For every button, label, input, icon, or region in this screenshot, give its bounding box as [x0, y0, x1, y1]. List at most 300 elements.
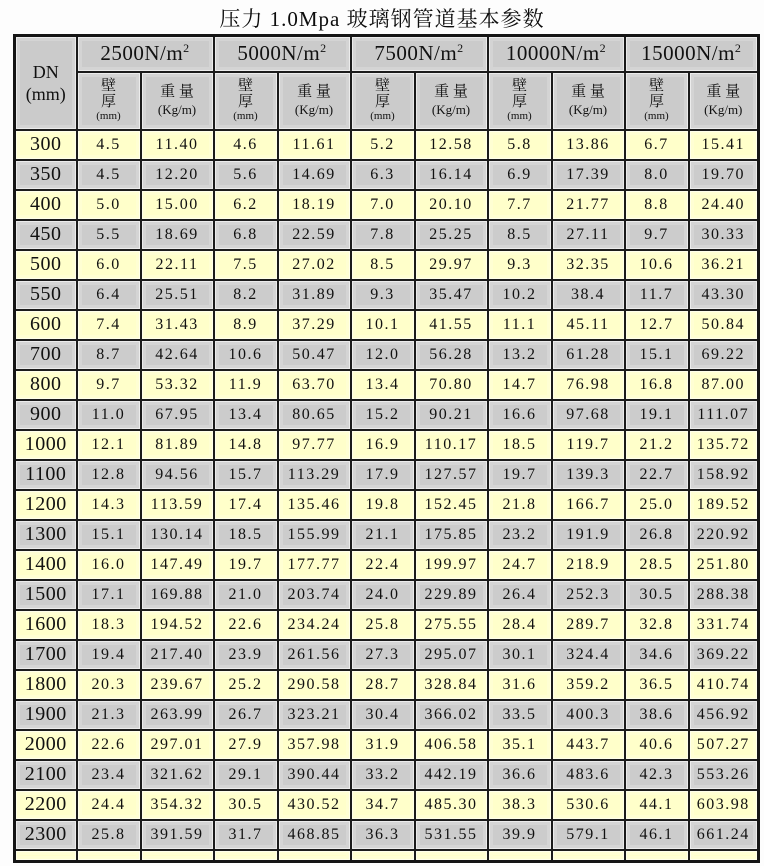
thickness-label-line2: 厚 — [648, 94, 664, 110]
weight-cell-10000: 139.3 — [552, 460, 625, 490]
load-group-header-row — [15, 36, 759, 72]
weight-label: 重 量 — [434, 83, 468, 100]
weight-cell-2500: 354.32 — [141, 790, 214, 820]
weight-cell-2500: 12.20 — [141, 160, 214, 190]
thickness-unit: (mm) — [96, 110, 121, 122]
weight-label: 重 量 — [297, 83, 331, 100]
thickness-cell-5000: 25.2 — [214, 670, 278, 700]
weight-cell-2500: 31.43 — [141, 310, 214, 340]
weight-label: 重 量 — [706, 83, 741, 100]
thickness-cell-10000: 18.5 — [488, 430, 552, 460]
weight-cell-5000: 27.02 — [278, 250, 351, 280]
thickness-cell-15000: 28.5 — [625, 550, 689, 580]
thickness-cell-5000: 26.7 — [214, 700, 278, 730]
weight-cell-10000: 17.39 — [552, 160, 625, 190]
weight-cell-2500: 297.01 — [141, 730, 214, 760]
weight-cell-15000: 220.92 — [689, 520, 759, 550]
table-header — [15, 36, 759, 130]
thickness-cell-7500 — [351, 850, 415, 862]
table-row — [15, 610, 759, 640]
thickness-label-line1: 壁 — [374, 78, 390, 94]
weight-header — [552, 72, 625, 130]
thickness-label-line2: 厚 — [100, 94, 116, 110]
thickness-cell-2500: 15.1 — [77, 520, 141, 550]
weight-cell-7500: 366.02 — [415, 700, 488, 730]
weight-cell-7500: 229.89 — [415, 580, 488, 610]
pipe-parameters-table — [13, 34, 760, 863]
weight-cell-5000 — [278, 850, 351, 862]
dn-cell: 2300 — [15, 820, 77, 850]
load-group-header-7500 — [351, 36, 488, 72]
thickness-cell-10000: 7.7 — [488, 190, 552, 220]
weight-cell-10000: 443.7 — [552, 730, 625, 760]
weight-header — [689, 72, 759, 130]
thickness-cell-7500: 13.4 — [351, 370, 415, 400]
thickness-cell-5000: 8.2 — [214, 280, 278, 310]
weight-cell-7500: 35.47 — [415, 280, 488, 310]
weight-cell-5000: 50.47 — [278, 340, 351, 370]
thickness-cell-7500: 36.3 — [351, 820, 415, 850]
dn-cell: 1200 — [15, 490, 77, 520]
weight-cell-7500: 29.97 — [415, 250, 488, 280]
weight-cell-5000: 31.89 — [278, 280, 351, 310]
group-superscript: 2 — [734, 41, 742, 56]
thickness-cell-15000: 8.0 — [625, 160, 689, 190]
thickness-cell-5000: 21.0 — [214, 580, 278, 610]
weight-cell-7500: 406.58 — [415, 730, 488, 760]
thickness-cell-7500: 21.1 — [351, 520, 415, 550]
thickness-cell-7500: 24.0 — [351, 580, 415, 610]
table-row — [15, 670, 759, 700]
table-row — [15, 280, 759, 310]
thickness-cell-7500: 5.2 — [351, 130, 415, 160]
weight-cell-7500: 275.55 — [415, 610, 488, 640]
thickness-cell-15000: 30.5 — [625, 580, 689, 610]
thickness-unit: (mm) — [233, 110, 258, 122]
load-group-header-10000 — [488, 36, 625, 72]
thickness-header — [214, 72, 278, 130]
weight-cell-7500: 20.10 — [415, 190, 488, 220]
weight-cell-10000: 400.3 — [552, 700, 625, 730]
weight-cell-15000: 410.74 — [689, 670, 759, 700]
thickness-cell-10000: 36.6 — [488, 760, 552, 790]
weight-cell-7500: 152.45 — [415, 490, 488, 520]
table-row — [15, 190, 759, 220]
thickness-cell-2500: 5.5 — [77, 220, 141, 250]
group-label: 15000N/m — [641, 41, 735, 66]
weight-cell-10000: 119.7 — [552, 430, 625, 460]
dn-column-header — [15, 36, 77, 130]
thickness-cell-2500: 4.5 — [77, 130, 141, 160]
thickness-cell-10000: 16.6 — [488, 400, 552, 430]
thickness-cell-7500: 12.0 — [351, 340, 415, 370]
thickness-cell-7500: 30.4 — [351, 700, 415, 730]
thickness-cell-7500: 7.0 — [351, 190, 415, 220]
weight-cell-5000: 63.70 — [278, 370, 351, 400]
thickness-cell-15000: 21.2 — [625, 430, 689, 460]
thickness-cell-15000: 9.7 — [625, 220, 689, 250]
dn-cell: 1100 — [15, 460, 77, 490]
weight-cell-10000: 32.35 — [552, 250, 625, 280]
weight-cell-5000: 234.24 — [278, 610, 351, 640]
weight-unit: (Kg/m) — [157, 101, 197, 117]
thickness-label-line1: 壁 — [648, 78, 664, 94]
weight-cell-5000: 323.21 — [278, 700, 351, 730]
thickness-cell-15000: 32.8 — [625, 610, 689, 640]
weight-cell-15000 — [689, 850, 759, 862]
weight-cell-7500: 442.19 — [415, 760, 488, 790]
thickness-cell-5000: 4.6 — [214, 130, 278, 160]
weight-cell-2500: 130.14 — [141, 520, 214, 550]
thickness-cell-7500: 27.3 — [351, 640, 415, 670]
thickness-cell-15000: 6.7 — [625, 130, 689, 160]
table-row — [15, 370, 759, 400]
table-row — [15, 760, 759, 790]
thickness-label-line1: 壁 — [100, 78, 116, 94]
weight-cell-2500: 263.99 — [141, 700, 214, 730]
weight-unit: (Kg/m) — [431, 101, 471, 117]
thickness-cell-2500: 14.3 — [77, 490, 141, 520]
thickness-cell-5000: 22.6 — [214, 610, 278, 640]
dn-unit-label: (mm) — [25, 83, 66, 104]
thickness-cell-5000: 13.4 — [214, 400, 278, 430]
table-row — [15, 160, 759, 190]
weight-cell-7500: 175.85 — [415, 520, 488, 550]
weight-cell-7500 — [415, 850, 488, 862]
weight-cell-15000: 251.80 — [689, 550, 759, 580]
clipped-bottom-row — [15, 850, 759, 862]
dn-cell: 2000 — [15, 730, 77, 760]
dn-cell: 700 — [15, 340, 77, 370]
thickness-cell-7500: 6.3 — [351, 160, 415, 190]
weight-cell-10000: 61.28 — [552, 340, 625, 370]
thickness-cell-15000: 36.5 — [625, 670, 689, 700]
thickness-cell-5000: 14.8 — [214, 430, 278, 460]
thickness-cell-7500: 9.3 — [351, 280, 415, 310]
thickness-cell-15000: 11.7 — [625, 280, 689, 310]
dn-cell: 1400 — [15, 550, 77, 580]
sub-header-row — [15, 72, 759, 130]
thickness-cell-10000: 9.3 — [488, 250, 552, 280]
thickness-cell-15000: 40.6 — [625, 730, 689, 760]
weight-cell-10000: 97.68 — [552, 400, 625, 430]
weight-cell-5000: 155.99 — [278, 520, 351, 550]
thickness-cell-5000: 5.6 — [214, 160, 278, 190]
thickness-cell-7500: 16.9 — [351, 430, 415, 460]
weight-cell-5000: 177.77 — [278, 550, 351, 580]
thickness-cell-15000: 12.7 — [625, 310, 689, 340]
thickness-cell-10000 — [488, 850, 552, 862]
weight-cell-15000: 553.26 — [689, 760, 759, 790]
table-row — [15, 790, 759, 820]
table-row — [15, 580, 759, 610]
group-superscript: 2 — [457, 41, 464, 56]
weight-cell-5000: 135.46 — [278, 490, 351, 520]
group-label: 2500N/m — [100, 41, 184, 66]
dn-cell: 600 — [15, 310, 77, 340]
thickness-cell-7500: 17.9 — [351, 460, 415, 490]
load-group-header-15000 — [625, 36, 759, 72]
thickness-cell-2500: 6.4 — [77, 280, 141, 310]
weight-cell-5000: 290.58 — [278, 670, 351, 700]
thickness-cell-5000: 19.7 — [214, 550, 278, 580]
weight-cell-15000: 603.98 — [689, 790, 759, 820]
weight-cell-5000: 203.74 — [278, 580, 351, 610]
thickness-unit: (mm) — [644, 110, 669, 122]
weight-cell-15000: 19.70 — [689, 160, 759, 190]
weight-cell-15000: 36.21 — [689, 250, 759, 280]
weight-cell-7500: 56.28 — [415, 340, 488, 370]
thickness-header — [77, 72, 141, 130]
thickness-cell-5000: 7.5 — [214, 250, 278, 280]
group-superscript: 2 — [320, 41, 327, 56]
thickness-cell-2500: 16.0 — [77, 550, 141, 580]
weight-cell-2500 — [141, 850, 214, 862]
weight-cell-2500: 217.40 — [141, 640, 214, 670]
thickness-cell-5000: 11.9 — [214, 370, 278, 400]
dn-cell: 350 — [15, 160, 77, 190]
weight-cell-2500: 113.59 — [141, 490, 214, 520]
thickness-cell-10000: 8.5 — [488, 220, 552, 250]
weight-cell-2500: 42.64 — [141, 340, 214, 370]
thickness-cell-5000 — [214, 850, 278, 862]
thickness-cell-7500: 15.2 — [351, 400, 415, 430]
dn-cell: 400 — [15, 190, 77, 220]
thickness-cell-5000: 30.5 — [214, 790, 278, 820]
weight-cell-5000: 261.56 — [278, 640, 351, 670]
weight-cell-10000: 191.9 — [552, 520, 625, 550]
weight-cell-2500: 194.52 — [141, 610, 214, 640]
weight-cell-5000: 22.59 — [278, 220, 351, 250]
thickness-cell-10000: 35.1 — [488, 730, 552, 760]
thickness-cell-15000: 22.7 — [625, 460, 689, 490]
thickness-cell-2500: 20.3 — [77, 670, 141, 700]
weight-cell-2500: 81.89 — [141, 430, 214, 460]
thickness-cell-15000: 38.6 — [625, 700, 689, 730]
thickness-header — [625, 72, 689, 130]
weight-cell-10000: 252.3 — [552, 580, 625, 610]
weight-cell-10000: 359.2 — [552, 670, 625, 700]
thickness-cell-10000: 24.7 — [488, 550, 552, 580]
weight-cell-2500: 169.88 — [141, 580, 214, 610]
thickness-cell-2500: 19.4 — [77, 640, 141, 670]
thickness-cell-15000: 42.3 — [625, 760, 689, 790]
load-group-header-2500 — [77, 36, 214, 72]
weight-cell-15000: 30.33 — [689, 220, 759, 250]
weight-cell-10000: 76.98 — [552, 370, 625, 400]
dn-cell: 1000 — [15, 430, 77, 460]
dn-label: DN — [32, 61, 59, 82]
weight-cell-2500: 15.00 — [141, 190, 214, 220]
table-row — [15, 490, 759, 520]
weight-cell-5000: 357.98 — [278, 730, 351, 760]
weight-cell-5000: 390.44 — [278, 760, 351, 790]
weight-header — [141, 72, 214, 130]
weight-cell-15000: 661.24 — [689, 820, 759, 850]
thickness-header — [488, 72, 552, 130]
thickness-cell-10000: 11.1 — [488, 310, 552, 340]
table-row — [15, 460, 759, 490]
weight-cell-7500: 25.25 — [415, 220, 488, 250]
weight-cell-2500: 239.67 — [141, 670, 214, 700]
weight-cell-5000: 14.69 — [278, 160, 351, 190]
thickness-cell-2500: 12.8 — [77, 460, 141, 490]
thickness-cell-10000: 21.8 — [488, 490, 552, 520]
thickness-cell-5000: 17.4 — [214, 490, 278, 520]
thickness-header — [351, 72, 415, 130]
thickness-cell-2500: 21.3 — [77, 700, 141, 730]
table-body — [15, 130, 759, 850]
weight-cell-10000: 530.6 — [552, 790, 625, 820]
weight-label: 重 量 — [571, 83, 605, 100]
weight-cell-5000: 468.85 — [278, 820, 351, 850]
thickness-cell-7500: 19.8 — [351, 490, 415, 520]
weight-cell-2500: 53.32 — [141, 370, 214, 400]
weight-header — [415, 72, 488, 130]
weight-cell-15000: 456.92 — [689, 700, 759, 730]
thickness-cell-10000: 6.9 — [488, 160, 552, 190]
table-row — [15, 220, 759, 250]
weight-cell-15000: 507.27 — [689, 730, 759, 760]
weight-cell-15000: 87.00 — [689, 370, 759, 400]
dn-cell: 2200 — [15, 790, 77, 820]
thickness-cell-10000: 39.9 — [488, 820, 552, 850]
weight-cell-15000: 15.41 — [689, 130, 759, 160]
weight-cell-2500: 25.51 — [141, 280, 214, 310]
thickness-cell-2500: 12.1 — [77, 430, 141, 460]
thickness-cell-10000: 13.2 — [488, 340, 552, 370]
thickness-cell-15000: 34.6 — [625, 640, 689, 670]
weight-cell-10000: 579.1 — [552, 820, 625, 850]
weight-cell-7500: 12.58 — [415, 130, 488, 160]
thickness-cell-2500: 6.0 — [77, 250, 141, 280]
dn-cell — [15, 850, 77, 862]
thickness-cell-7500: 7.8 — [351, 220, 415, 250]
thickness-cell-7500: 10.1 — [351, 310, 415, 340]
dn-cell: 2100 — [15, 760, 77, 790]
thickness-cell-15000: 19.1 — [625, 400, 689, 430]
thickness-cell-15000: 25.0 — [625, 490, 689, 520]
thickness-cell-7500: 33.2 — [351, 760, 415, 790]
weight-cell-10000: 324.4 — [552, 640, 625, 670]
dn-cell: 1800 — [15, 670, 77, 700]
thickness-cell-7500: 28.7 — [351, 670, 415, 700]
table-row — [15, 430, 759, 460]
weight-cell-2500: 11.40 — [141, 130, 214, 160]
thickness-cell-10000: 10.2 — [488, 280, 552, 310]
thickness-label-line1: 壁 — [237, 78, 253, 94]
thickness-cell-2500: 17.1 — [77, 580, 141, 610]
weight-header — [278, 72, 351, 130]
table-row — [15, 130, 759, 160]
thickness-cell-2500 — [77, 850, 141, 862]
table-row — [15, 550, 759, 580]
thickness-cell-2500: 11.0 — [77, 400, 141, 430]
weight-cell-5000: 18.19 — [278, 190, 351, 220]
weight-cell-7500: 110.17 — [415, 430, 488, 460]
weight-unit: (Kg/m) — [704, 101, 743, 117]
thickness-cell-2500: 9.7 — [77, 370, 141, 400]
weight-cell-2500: 94.56 — [141, 460, 214, 490]
table-row — [15, 400, 759, 430]
dn-cell: 1700 — [15, 640, 77, 670]
weight-cell-15000: 158.92 — [689, 460, 759, 490]
thickness-cell-10000: 5.8 — [488, 130, 552, 160]
thickness-cell-5000: 23.9 — [214, 640, 278, 670]
thickness-cell-15000: 15.1 — [625, 340, 689, 370]
dn-cell: 1300 — [15, 520, 77, 550]
thickness-cell-15000: 46.1 — [625, 820, 689, 850]
weight-cell-5000: 113.29 — [278, 460, 351, 490]
weight-cell-10000: 289.7 — [552, 610, 625, 640]
thickness-cell-2500: 5.0 — [77, 190, 141, 220]
weight-cell-15000: 43.30 — [689, 280, 759, 310]
dn-cell: 300 — [15, 130, 77, 160]
weight-cell-2500: 67.95 — [141, 400, 214, 430]
weight-cell-2500: 321.62 — [141, 760, 214, 790]
thickness-cell-10000: 33.5 — [488, 700, 552, 730]
weight-unit: (Kg/m) — [294, 101, 334, 117]
dn-cell: 550 — [15, 280, 77, 310]
weight-unit: (Kg/m) — [568, 101, 608, 117]
weight-cell-5000: 37.29 — [278, 310, 351, 340]
weight-cell-2500: 22.11 — [141, 250, 214, 280]
weight-cell-7500: 70.80 — [415, 370, 488, 400]
weight-cell-7500: 295.07 — [415, 640, 488, 670]
weight-cell-15000: 24.40 — [689, 190, 759, 220]
thickness-cell-5000: 10.6 — [214, 340, 278, 370]
thickness-cell-5000: 31.7 — [214, 820, 278, 850]
thickness-cell-10000: 14.7 — [488, 370, 552, 400]
weight-cell-7500: 485.30 — [415, 790, 488, 820]
weight-cell-15000: 50.84 — [689, 310, 759, 340]
weight-cell-10000: 218.9 — [552, 550, 625, 580]
weight-cell-15000: 288.38 — [689, 580, 759, 610]
group-label: 5000N/m — [237, 41, 321, 66]
dn-cell: 1600 — [15, 610, 77, 640]
thickness-cell-15000: 26.8 — [625, 520, 689, 550]
table-row — [15, 340, 759, 370]
weight-cell-5000: 97.77 — [278, 430, 351, 460]
group-label: 10000N/m — [505, 41, 600, 66]
thickness-cell-15000 — [625, 850, 689, 862]
thickness-cell-7500: 25.8 — [351, 610, 415, 640]
dn-cell: 450 — [15, 220, 77, 250]
weight-cell-7500: 90.21 — [415, 400, 488, 430]
thickness-cell-10000: 26.4 — [488, 580, 552, 610]
weight-cell-7500: 41.55 — [415, 310, 488, 340]
thickness-cell-10000: 19.7 — [488, 460, 552, 490]
thickness-cell-2500: 7.4 — [77, 310, 141, 340]
thickness-cell-15000: 44.1 — [625, 790, 689, 820]
thickness-cell-10000: 30.1 — [488, 640, 552, 670]
thickness-label-line2: 厚 — [374, 94, 390, 110]
thickness-unit: (mm) — [507, 110, 532, 122]
weight-cell-15000: 111.07 — [689, 400, 759, 430]
weight-cell-7500: 328.84 — [415, 670, 488, 700]
thickness-cell-7500: 34.7 — [351, 790, 415, 820]
weight-cell-2500: 147.49 — [141, 550, 214, 580]
dn-cell: 1500 — [15, 580, 77, 610]
thickness-cell-5000: 8.9 — [214, 310, 278, 340]
load-group-header-5000 — [214, 36, 351, 72]
weight-cell-15000: 369.22 — [689, 640, 759, 670]
weight-cell-10000: 27.11 — [552, 220, 625, 250]
thickness-cell-5000: 6.2 — [214, 190, 278, 220]
thickness-cell-5000: 18.5 — [214, 520, 278, 550]
dn-cell: 1900 — [15, 700, 77, 730]
table-row — [15, 640, 759, 670]
